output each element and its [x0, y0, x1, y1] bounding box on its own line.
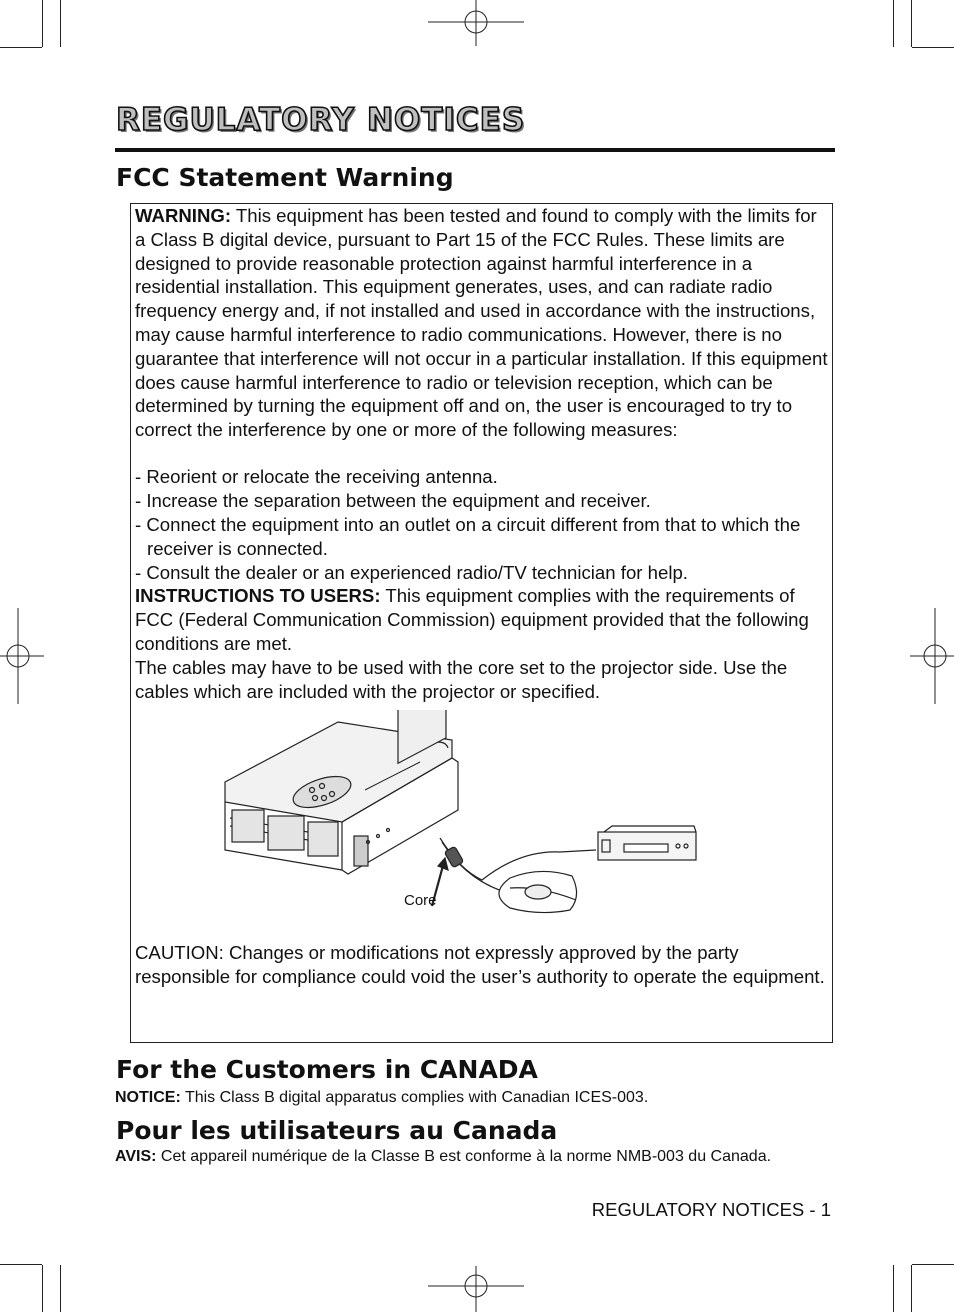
fcc-heading: FCC Statement Warning — [116, 163, 454, 192]
canada-en-heading: For the Customers in CANADA — [116, 1055, 538, 1084]
registration-mark-left — [0, 608, 44, 704]
measure-item: - Connect the equipment into an outlet on a circuit different from that to which the receiver is connected. — [135, 514, 801, 559]
core-label: Core — [404, 892, 437, 909]
measure-item: - Reorient or relocate the receiving antenna. — [135, 466, 498, 487]
avis-label: AVIS: — [115, 1148, 157, 1165]
warning-paragraph — [135, 204, 831, 442]
title-underline — [115, 148, 835, 152]
registration-mark-top — [428, 0, 524, 48]
instructions-label: INSTRUCTIONS TO USERS: — [135, 585, 381, 606]
registration-mark-right — [910, 608, 954, 704]
warning-text: This equipment has been tested and found to comply with the limits for a Class B digital device, pursuant to Part 15 of the FCC Rules. These limits are designed to provide reasonable protection against harmful interference in a residential installation. This equipment generates, uses, and can radiate radio frequency energy and, if not installed and used in accordance with the instructions, may cause harmful interference to radio communications. However, there is no guarantee that interference will not occur in a particular installation. If this equipment does cause harmful interference to radio or television reception, which can be determined by turning the equipment off and on, the user is encouraged to try to correct the interference by one or more of the following measures: — [135, 205, 828, 441]
measure-item: - Consult the dealer or an experienced radio/TV technician for help. — [135, 562, 688, 583]
canada-en-notice — [115, 1088, 815, 1108]
instructions-text: This equipment complies with the requirements of FCC (Federal Communication Commission) equipment provided that the following conditions are met. — [135, 585, 809, 654]
notice-label: NOTICE: — [115, 1089, 181, 1106]
canada-fr-notice — [115, 1147, 795, 1167]
warning-label: WARNING: — [135, 205, 232, 226]
notice-text: This Class B digital apparatus complies with Canadian ICES-003. — [180, 1089, 649, 1106]
instructions-paragraph — [135, 584, 831, 655]
page-title: REGULATORY NOTICES — [116, 102, 526, 138]
cables-paragraph: The cables may have to be used with the core set to the projector side. Use the cables which are included with the projector or specified. — [135, 657, 788, 702]
canada-fr-heading: Pour les utilisateurs au Canada — [116, 1116, 558, 1145]
measure-item: - Increase the separation between the equipment and receiver. — [135, 490, 651, 511]
page-footer: REGULATORY NOTICES - 1 — [591, 1199, 831, 1220]
registration-mark-bottom — [428, 1264, 524, 1312]
projector-cable-illustration — [220, 710, 710, 920]
caution-paragraph: CAUTION: Changes or modifications not expressly approved by the party responsible for compliance could void the user’s authority to operate the equipment. — [135, 942, 825, 987]
avis-text: Cet appareil numérique de la Classe B est conforme à la norme NMB-003 du Canada. — [156, 1148, 772, 1165]
